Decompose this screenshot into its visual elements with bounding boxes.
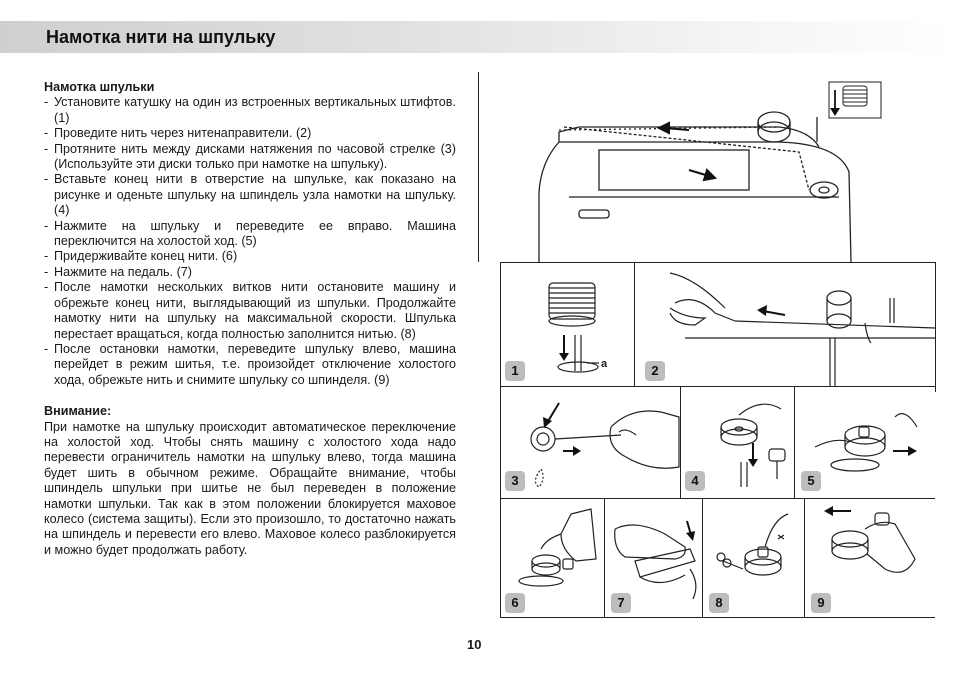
figure-label: 5 — [801, 471, 821, 491]
panel-1 — [500, 262, 636, 392]
instructions-column — [44, 80, 456, 558]
panel-6 — [500, 498, 606, 618]
panel-4 — [680, 386, 796, 500]
list-item: - После остановки намотки, переведите шпульку влево, машина перейдет в режим шитья, т.е. произойдет отключение холостого хода, обрежьте нить и снимите шпульку со шпинделя. (9) — [44, 342, 456, 388]
warning-heading: Внимание: — [44, 404, 112, 419]
thread-guide-illustration — [635, 263, 935, 391]
list-item: - Проведите нить через нитенаправители. (2) — [44, 126, 456, 141]
panel-5 — [794, 386, 935, 500]
panel-7 — [604, 498, 704, 618]
list-item: - После намотки нескольких витков нити остановите машину и обрежьте конец нити, выглядывающий из шпульки. Продолжайте намотку нити на шпульку на максимальной скорости. Шпулька перестает вращаться, когда полностью заполнится нитью. (8) — [44, 280, 456, 342]
tension-disc-illustration — [501, 387, 681, 499]
list-item: - Установите катушку на один из встроенных вертикальных штифтов. (1) — [44, 95, 456, 126]
list-item: - Придерживайте конец нити. (6) — [44, 249, 456, 264]
page-number: 10 — [467, 637, 482, 652]
page-title: Намотка нити на шпульку — [46, 27, 276, 47]
figure-label: 2 — [645, 361, 665, 381]
list-item: - Вставьте конец нити в отверстие на шпульке, как показано на рисунке и оденьте шпульку на шпиндель узла намотки на шпульку. (4) — [44, 172, 456, 218]
figure-label: 3 — [505, 471, 525, 491]
figure-label: 7 — [611, 593, 631, 613]
machine-overview-illustration — [479, 72, 935, 262]
machine-overview-figure — [478, 72, 935, 262]
figure-label: 4 — [685, 471, 705, 491]
list-item: - Протяните нить между дисками натяжения по часовой стрелке (3) (Используйте эти диски только при намотке на шпульку). — [44, 142, 456, 173]
figure-label: 9 — [811, 593, 831, 613]
list-item: - Нажмите на педаль. (7) — [44, 265, 456, 280]
instructions-heading: Намотка шпульки — [44, 80, 155, 94]
warning-text: При намотке на шпульку происходит автоматическое переключение на холостой ход. Чтобы снять машину с холостого хода надо перевести ограничитель намотки на шпульку влево, тогда машина будет шить в обычном режиме. Обращайте внимание, чтобы шпиндель шпульки при шитье не был переведен в положение намотки шпульки. Так как в этом положении блокируется маховое колесо (система защиты). Если это произошло, то достаточно нажать на шпиндель и перевести его влево. Маховое колесо разблокируется и можно будет продолжать работу. — [44, 419, 456, 557]
panel-2 — [634, 262, 936, 392]
instructions-list — [44, 95, 456, 388]
panel-8 — [702, 498, 806, 618]
figure-label: 1 — [505, 361, 525, 381]
panel-3 — [500, 386, 682, 500]
pin-label: a — [601, 358, 608, 370]
figure-label: 6 — [505, 593, 525, 613]
figure-label: 8 — [709, 593, 729, 613]
panel-9 — [804, 498, 935, 618]
list-item: - Нажмите на шпульку и переведите ее вправо. Машина переключится на холостой ход. (5) — [44, 219, 456, 250]
